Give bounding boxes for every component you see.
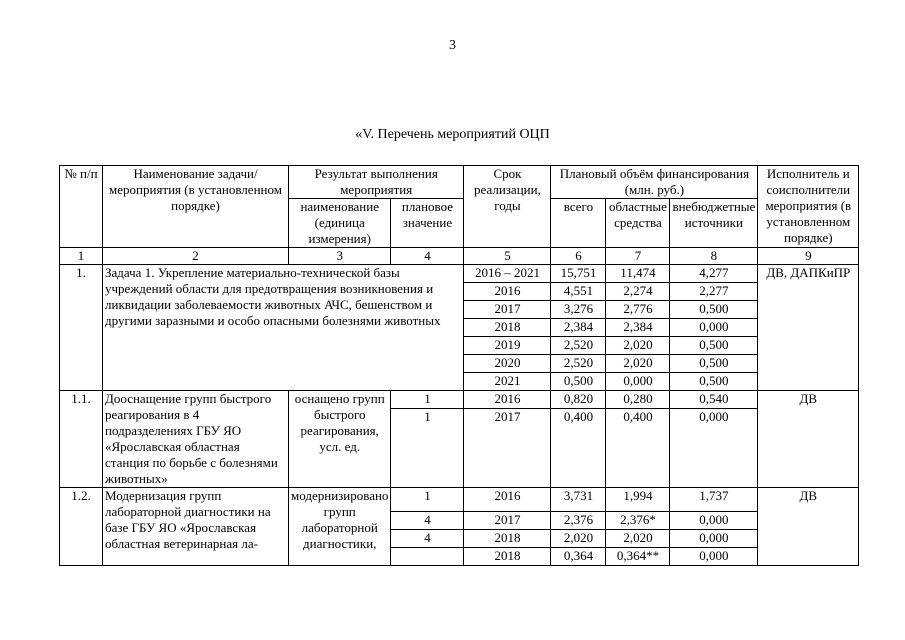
plan-value-cell: 4	[391, 530, 464, 548]
col-header-funding-group: Плановый объём финансирования (млн. руб.)	[551, 166, 758, 199]
regional-cell: 2,274	[606, 283, 670, 301]
activities-table	[59, 165, 859, 566]
extrabudget-cell: 0,540	[670, 391, 758, 409]
extrabudget-cell: 0,000	[670, 548, 758, 566]
section-heading: «V. Перечень мероприятий ОЦП	[355, 127, 550, 142]
year-cell: 2017	[464, 409, 551, 488]
plan-value-cell: 1	[391, 488, 464, 512]
regional-cell: 0,280	[606, 391, 670, 409]
column-number: 5	[464, 248, 551, 265]
total-cell: 4,551	[551, 283, 606, 301]
total-cell: 2,520	[551, 337, 606, 355]
row-number: 1.	[60, 265, 103, 391]
extrabudget-cell: 0,000	[670, 319, 758, 337]
total-cell: 2,020	[551, 530, 606, 548]
regional-cell: 11,474	[606, 265, 670, 283]
plan-value-cell	[391, 548, 464, 566]
col-header-term: Срок реализации, годы	[464, 166, 551, 248]
col-header-total: всего	[551, 199, 606, 248]
total-cell: 0,820	[551, 391, 606, 409]
extrabudget-cell: 0,500	[670, 337, 758, 355]
plan-value-cell: 4	[391, 512, 464, 530]
col-header-regional: областные средства	[606, 199, 670, 248]
col-header-num: № п/п	[60, 166, 103, 248]
regional-cell: 2,776	[606, 301, 670, 319]
extrabudget-cell: 0,500	[670, 355, 758, 373]
year-cell: 2019	[464, 337, 551, 355]
year-cell: 2018	[464, 530, 551, 548]
column-number: 1	[60, 248, 103, 265]
year-cell: 2021	[464, 373, 551, 391]
total-cell: 0,400	[551, 409, 606, 488]
total-cell: 2,384	[551, 319, 606, 337]
extrabudget-cell: 0,000	[670, 512, 758, 530]
regional-cell: 0,400	[606, 409, 670, 488]
year-cell: 2018	[464, 319, 551, 337]
column-number: 3	[289, 248, 391, 265]
col-header-extrabudget: внебюджетные источники	[670, 199, 758, 248]
total-cell: 2,520	[551, 355, 606, 373]
total-cell: 0,364	[551, 548, 606, 566]
plan-value-cell: 1	[391, 409, 464, 488]
executor-cell: ДВ	[758, 391, 859, 488]
executor-cell: ДВ, ДАПКиПР	[758, 265, 859, 391]
column-number-row	[60, 248, 859, 265]
regional-cell: 2,384	[606, 319, 670, 337]
column-number: 8	[670, 248, 758, 265]
extrabudget-cell: 2,277	[670, 283, 758, 301]
column-number: 6	[551, 248, 606, 265]
regional-cell: 2,020	[606, 337, 670, 355]
activity-name: Дооснащение групп быстрого реагирования в 4 подразделениях ГБУ ЯО «Ярославская областная станция по борьбе с болезнями животных»	[103, 391, 289, 488]
year-cell: 2016	[464, 391, 551, 409]
year-cell: 2016 – 2021	[464, 265, 551, 283]
total-cell: 2,376	[551, 512, 606, 530]
table-row	[60, 391, 859, 409]
extrabudget-cell: 0,500	[670, 301, 758, 319]
col-header-result-group: Результат выполнения мероприятия	[289, 166, 464, 199]
plan-value-cell: 1	[391, 391, 464, 409]
column-number: 7	[606, 248, 670, 265]
regional-cell: 2,020	[606, 355, 670, 373]
column-number: 2	[103, 248, 289, 265]
page-number: 3	[449, 38, 456, 53]
table-row	[60, 265, 859, 283]
year-cell: 2016	[464, 488, 551, 512]
regional-cell: 0,364**	[606, 548, 670, 566]
total-cell: 0,500	[551, 373, 606, 391]
row-number: 1.2.	[60, 488, 103, 566]
extrabudget-cell: 4,277	[670, 265, 758, 283]
regional-cell: 0,000	[606, 373, 670, 391]
year-cell: 2018	[464, 548, 551, 566]
col-header-plan-value: плановое значение	[391, 199, 464, 248]
extrabudget-cell: 0,500	[670, 373, 758, 391]
total-cell: 15,751	[551, 265, 606, 283]
activity-name: Модернизация групп лабораторной диагностики на базе ГБУ ЯО «Ярославская областная ветеринарная ла-	[103, 488, 289, 566]
year-cell: 2016	[464, 283, 551, 301]
header-row-1	[60, 166, 859, 199]
year-cell: 2017	[464, 301, 551, 319]
row-number: 1.1.	[60, 391, 103, 488]
regional-cell: 1,994	[606, 488, 670, 512]
column-number: 9	[758, 248, 859, 265]
year-cell: 2017	[464, 512, 551, 530]
extrabudget-cell: 0,000	[670, 530, 758, 548]
col-header-name: Наименование задачи/мероприятия (в установленном порядке)	[103, 166, 289, 248]
extrabudget-cell: 0,000	[670, 409, 758, 488]
table-row	[60, 488, 859, 512]
year-cell: 2020	[464, 355, 551, 373]
executor-cell: ДВ	[758, 488, 859, 566]
task-name: Задача 1. Укрепление материально-технической базы учреждений области для предотвращения возникновения и ликвидации заболеваемости животных АЧС, бешенством и другими заразными и особо опасными болезнями животных	[103, 265, 464, 391]
total-cell: 3,731	[551, 488, 606, 512]
col-header-executor: Исполнитель и соисполнители мероприятия (в установленном порядке)	[758, 166, 859, 248]
column-number: 4	[391, 248, 464, 265]
result-name: модернизировано групп лабораторной диагностики,	[289, 488, 391, 566]
extrabudget-cell: 1,737	[670, 488, 758, 512]
result-name: оснащено групп быстрого реагирования, усл. ед.	[289, 391, 391, 488]
regional-cell: 2,020	[606, 530, 670, 548]
regional-cell: 2,376*	[606, 512, 670, 530]
total-cell: 3,276	[551, 301, 606, 319]
col-header-result-name: наименование (единица измерения)	[289, 199, 391, 248]
